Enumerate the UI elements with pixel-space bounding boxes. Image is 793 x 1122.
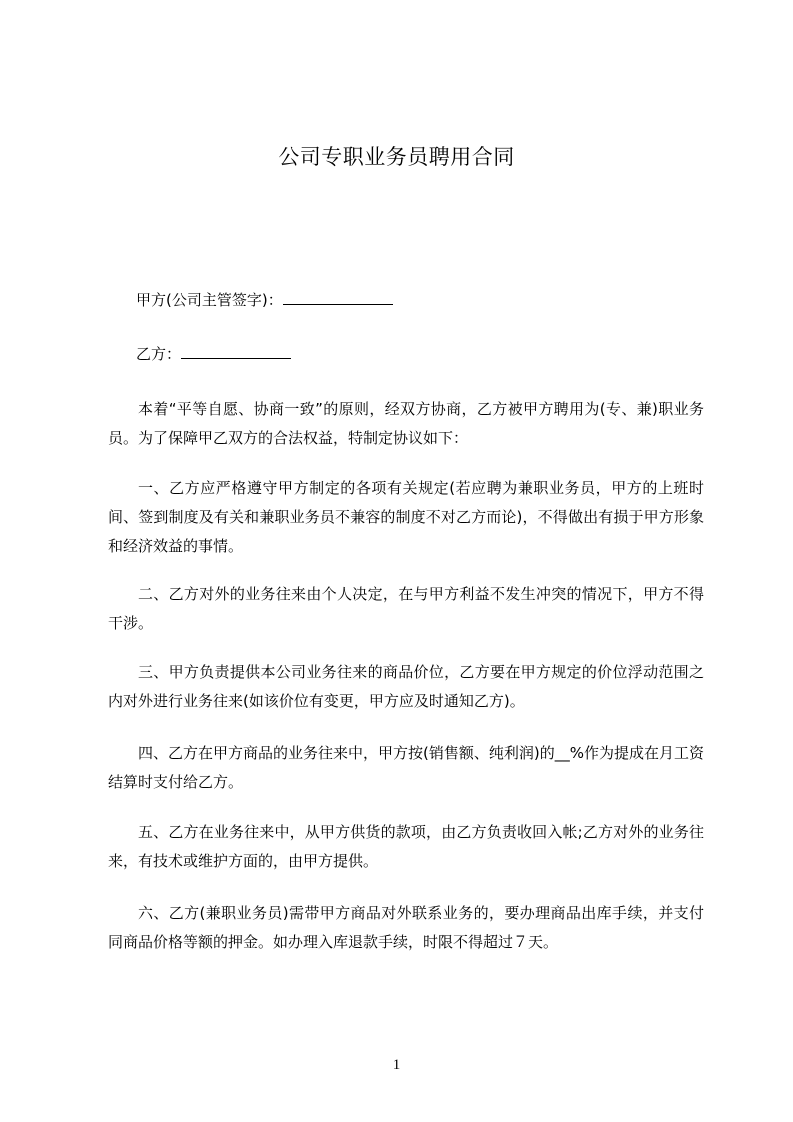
party-a-line bbox=[136, 289, 393, 311]
party-b-line bbox=[136, 343, 291, 365]
clause-6: 六、乙方(兼职业务员)需带甲方商品对外联系业务的，要办理商品出库手续，并支付同商品价格等额的押金。如办理入库退款手续，时限不得超过７天。 bbox=[108, 904, 704, 951]
clause-4: 四、乙方在甲方商品的业务往来中，甲方按(销售额、纯利润)的__%作为提成在月工资结算时支付给乙方。 bbox=[108, 744, 704, 791]
clause-2: 二、乙方对外的业务往来由个人决定，在与甲方利益不发生冲突的情况下，甲方不得干涉。 bbox=[108, 585, 704, 632]
clause-5: 五、乙方在业务往来中，从甲方供货的款项，由乙方负责收回入帐;乙方对外的业务往来，有技术或维护方面的，由甲方提供。 bbox=[108, 823, 704, 870]
clause-3: 三、甲方负责提供本公司业务往来的商品价位，乙方要在甲方规定的价位浮动范围之内对外进行业务往来(如该价位有变更，甲方应及时通知乙方)。 bbox=[108, 663, 704, 710]
party-a-label: 甲方(公司主管签字)： bbox=[136, 291, 283, 309]
party-a-signature-blank bbox=[283, 290, 393, 305]
party-b-signature-blank bbox=[181, 344, 291, 359]
party-b-label: 乙方： bbox=[136, 345, 182, 363]
document-title: 公司专职业务员聘用合同 bbox=[278, 145, 515, 169]
clause-1: 一、乙方应严格遵守甲方制定的各项有关规定(若应聘为兼职业务员，甲方的上班时间、签到制度及有关和兼职业务员不兼容的制度不对乙方而论)，不得做出有损于甲方形象和经济效益的事情。 bbox=[108, 479, 704, 555]
page-number: 1 bbox=[392, 1057, 401, 1073]
intro-paragraph: 本着“平等自愿、协商一致”的原则，经双方协商，乙方被甲方聘用为(专、兼)职业务员。为了保障甲乙双方的合法权益，特制定协议如下： bbox=[108, 400, 704, 447]
